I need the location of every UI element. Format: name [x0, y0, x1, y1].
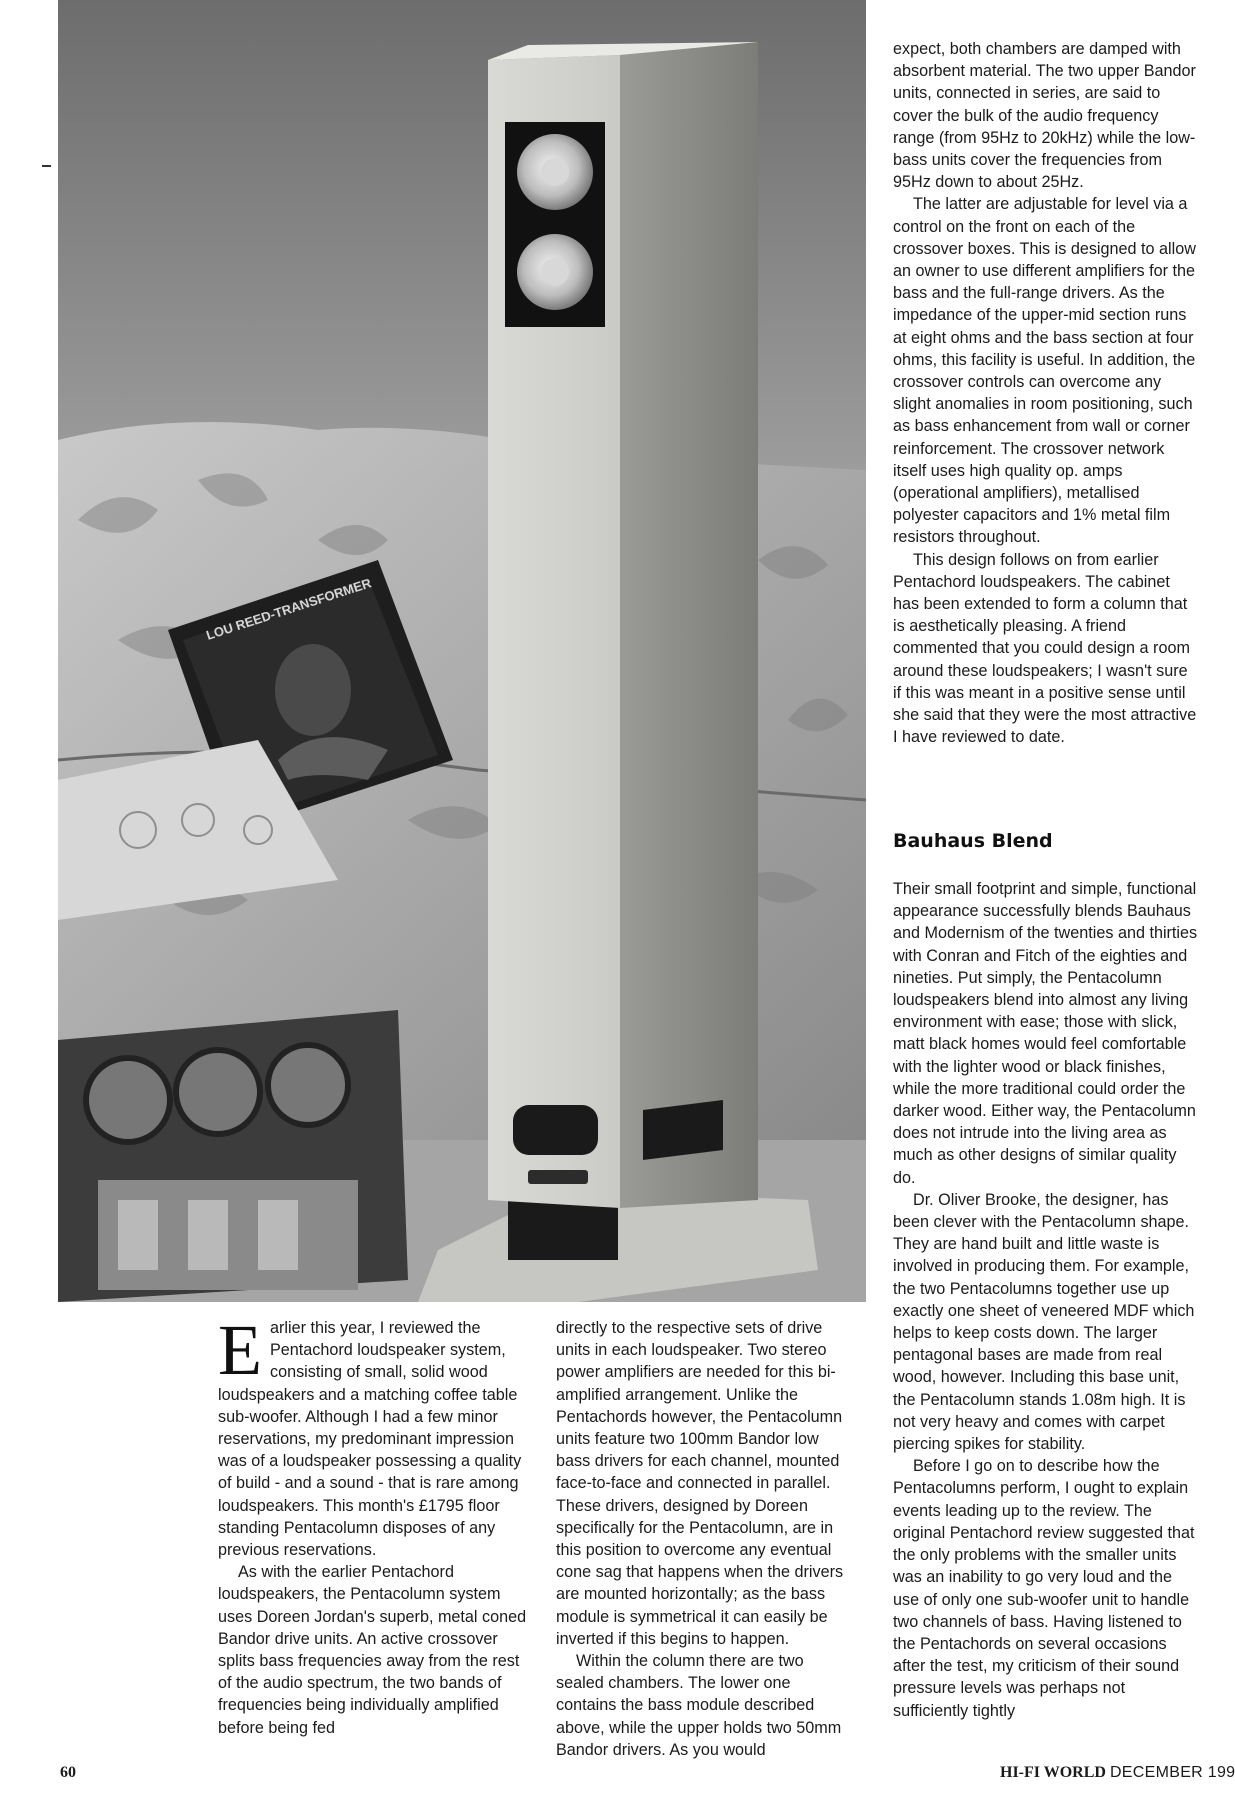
article-paragraph: expect, both chambers are damped with absorbent material. The two upper Bandor units, connected in series, are said to cover the bulk of the audio frequency range (from 95Hz to 20kHz) while the low-bass units cover the frequencies from 95Hz down to about 25Hz. [893, 40, 1196, 192]
page-footer [0, 1764, 1235, 1788]
article-paragraph: Their small footprint and simple, functional appearance successfully blends Bauhaus and Modernism of the twenties and thirties with Conran and Fitch of the eighties and nineties. Put simply, the Pentacolumn loudspeakers blend into almost any living environment with ease; those with slick, matt black homes would feel comfortable with the lighter wood or black finishes, while the more traditional could order the darker wood. Either way, the Pentacolumn does not intrude into the living area as much as other designs of similar quality do. [893, 880, 1198, 1187]
article-paragraph: This design follows on from earlier Pentachord loudspeakers. The cabinet has been extended to form a column that is aesthetically pleasing. A friend commented that you could design a room around these loudspeakers; I wasn't sure if this was meant in a positive sense until she said that they were the most attractive I have reviewed to date. [893, 550, 1197, 747]
bass-port-side [643, 1100, 723, 1160]
drop-cap: E [218, 1310, 262, 1390]
article-column-right-top [893, 38, 1200, 749]
margin-tick-mark [42, 165, 51, 167]
magazine-title: HI-FI WORLD [1000, 1764, 1106, 1781]
pentacolumn-cabinet [488, 42, 758, 1208]
article-paragraph: Before I go on to describe how the Pentacolumns perform, I ought to explain events leading up to the review. The original Pentachord review suggested that the only problems with the smaller units was an inability to go very loud and the use of only one sub-woofer unit to handle two channels of bass. Having listened to the Pentachords on several occasions after the test, my criticism of their sound pressure levels was perhaps not sufficiently tightly [893, 1457, 1195, 1720]
loudspeaker-photo-illustration [58, 0, 866, 1302]
article-paragraph: directly to the respective sets of drive units in each loudspeaker. Two stereo power amplifiers are needed for this bi-amplified arrangement. Unlike the Pentachords however, the Pentacolumn units feature two 100mm Bandor low bass drivers for each channel, mounted face-to-face and connected in parallel. These drivers, designed by Doreen specifically for the Pentacolumn, are in this position to overcome any eventual cone sag that happens when the drivers are mounted horizontally; as the bass module is symmetrical it can easily be inverted if this begins to happen. [556, 1319, 844, 1648]
loudspeaker-photo [58, 0, 866, 1302]
article-paragraph: The latter are adjustable for level via a control on the front on each of the crossover boxes. This is designed to allow an owner to use different amplifiers for the bass and the full-range drivers. As the impedance of the upper-mid section runs at eight ohms and the bass section at four ohms, this facility is useful. In addition, the crossover controls can overcome any slight anomalies in room positioning, such as bass enhancement from wall or corner reinforcement. The crossover network itself uses high quality op. amps (operational amplifiers), metallised polyester capacitors and 1% metal film resistors throughout. [893, 195, 1196, 547]
article-intro-paragraph: Earlier this year, I reviewed the Pentachord loudspeaker system, consisting of small, solid wood loudspeakers and a matching coffee table sub-woofer. Although I had a few minor reservations, my predominant impression was of a loudspeaker possessing a quality of build - and a sound - that is rare among loudspeakers. This month's £1795 floor standing Pentacolumn disposes of any previous reservations. [218, 1310, 522, 1560]
speaker-packaging [58, 1010, 408, 1302]
magazine-masthead [1000, 1764, 1235, 1782]
bass-port-front [513, 1105, 598, 1155]
article-column-middle [556, 1317, 846, 1761]
article-column-right-bottom [893, 878, 1200, 1722]
issue-date: DECEMBER 199 [1109, 1764, 1235, 1781]
article-paragraph: As with the earlier Pentachord loudspeakers, the Pentacolumn system uses Doreen Jordan's superb, metal coned Bandor drive units. An active crossover splits bass frequencies away from the rest of the audio spectrum, the two bands of frequencies being individually amplified before being fed [218, 1563, 527, 1737]
section-subhead: Bauhaus Blend [893, 830, 1053, 852]
article-paragraph: Dr. Oliver Brooke, the designer, has been clever with the Pentacolumn shape. They are hand built and little waste is involved in producing them. For example, the two Pentacolumns together use up exactly one sheet of veneered MDF which helps to keep costs down. The larger pentagonal bases are made from real wood, however. Including this base unit, the Pentacolumn stands 1.08m high. It is not very heavy and comes with carpet piercing spikes for stability. [893, 1190, 1195, 1454]
brand-badge [528, 1170, 588, 1184]
article-paragraph: Within the column there are two sealed chambers. The lower one contains the bass module described above, while the upper holds two 50mm Bandor drivers. As you would [556, 1652, 842, 1759]
album-sleeve-title: LOU REED-TRANSFORMER [204, 575, 374, 643]
article-column-left [218, 1310, 534, 1739]
page-number: 60 [60, 1764, 76, 1781]
